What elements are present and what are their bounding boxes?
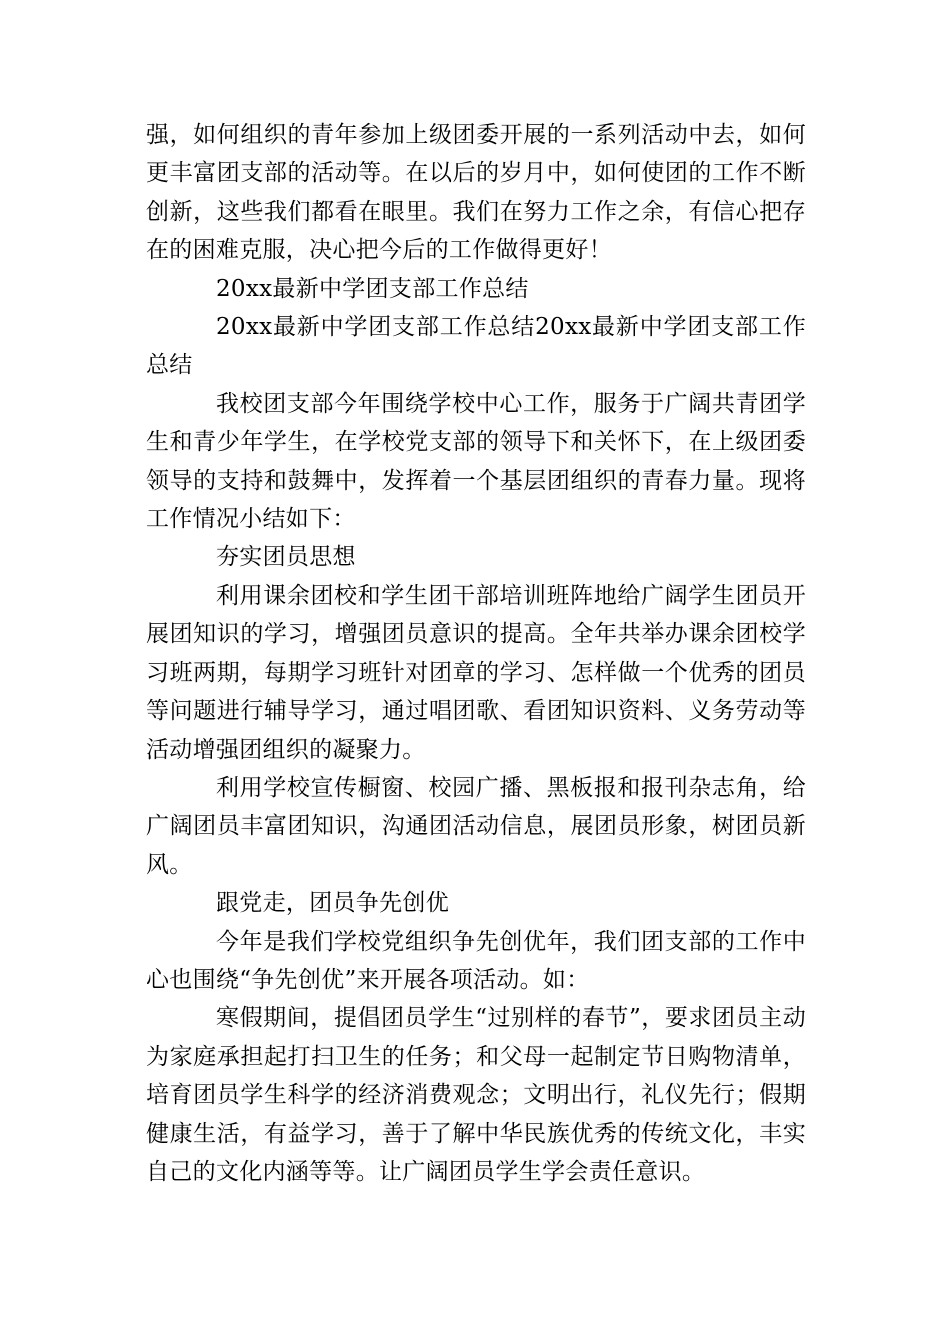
paragraph-excellence: 今年是我们学校党组织争先创优年，我们团支部的工作中心也围绕“争先创优”来开展各项活动。如： [146, 928, 806, 993]
paragraph-intro: 我校团支部今年围绕学校中心工作，服务于广阔共青团学生和青少年学生，在学校党支部的领导下和关怀下，在上级团委领导的支持和鼓舞中，发挥着一个基层团组织的青春力量。现将工作情况小结如下： [146, 390, 806, 533]
paragraph-publicity: 利用学校宣传橱窗、校园广播、黑板报和报刊杂志角，给广阔团员丰富团知识，沟通团活动信息，展团员形象，树团员新风。 [146, 774, 806, 878]
section-title: 20xx最新中学团支部工作总结 [216, 275, 529, 302]
paragraph-study: 利用课余团校和学生团干部培训班阵地给广阔学生团员开展团知识的学习，增强团员意识的提高。全年共举办课余团校学习班两期，每期学习班针对团章的学习、怎样做一个优秀的团员等问题进行辅导学习，通过唱团歌、看团知识资料、义务劳动等活动增强团组织的凝聚力。 [146, 582, 806, 763]
document-body [146, 116, 806, 1191]
subheading-thought: 夯实团员思想 [216, 544, 356, 571]
repeated-title: 20xx最新中学团支部工作总结20xx最新中学团支部工作总结 [146, 314, 806, 379]
subheading-party: 跟党走，团员争先创优 [216, 890, 449, 917]
paragraph-winter-break: 寒假期间，提倡团员学生“过别样的春节”，要求团员主动为家庭承担起打扫卫生的任务；和父母一起制定节日购物清单，培育团员学生科学的经济消费观念；文明出行，礼仪先行；假期健康生活，有益学习，善于了解中华民族优秀的传统文化，丰实自己的文化内涵等等。让广阔团员学生学会责任意识。 [146, 1005, 806, 1185]
paragraph-continuation: 强，如何组织的青年参加上级团委开展的一系列活动中去，如何更丰富团支部的活动等。在以后的岁月中，如何使团的工作不断创新，这些我们都看在眼里。我们在努力工作之余，有信心把存在的困难克服，决心把今后的工作做得更好！ [146, 122, 806, 264]
